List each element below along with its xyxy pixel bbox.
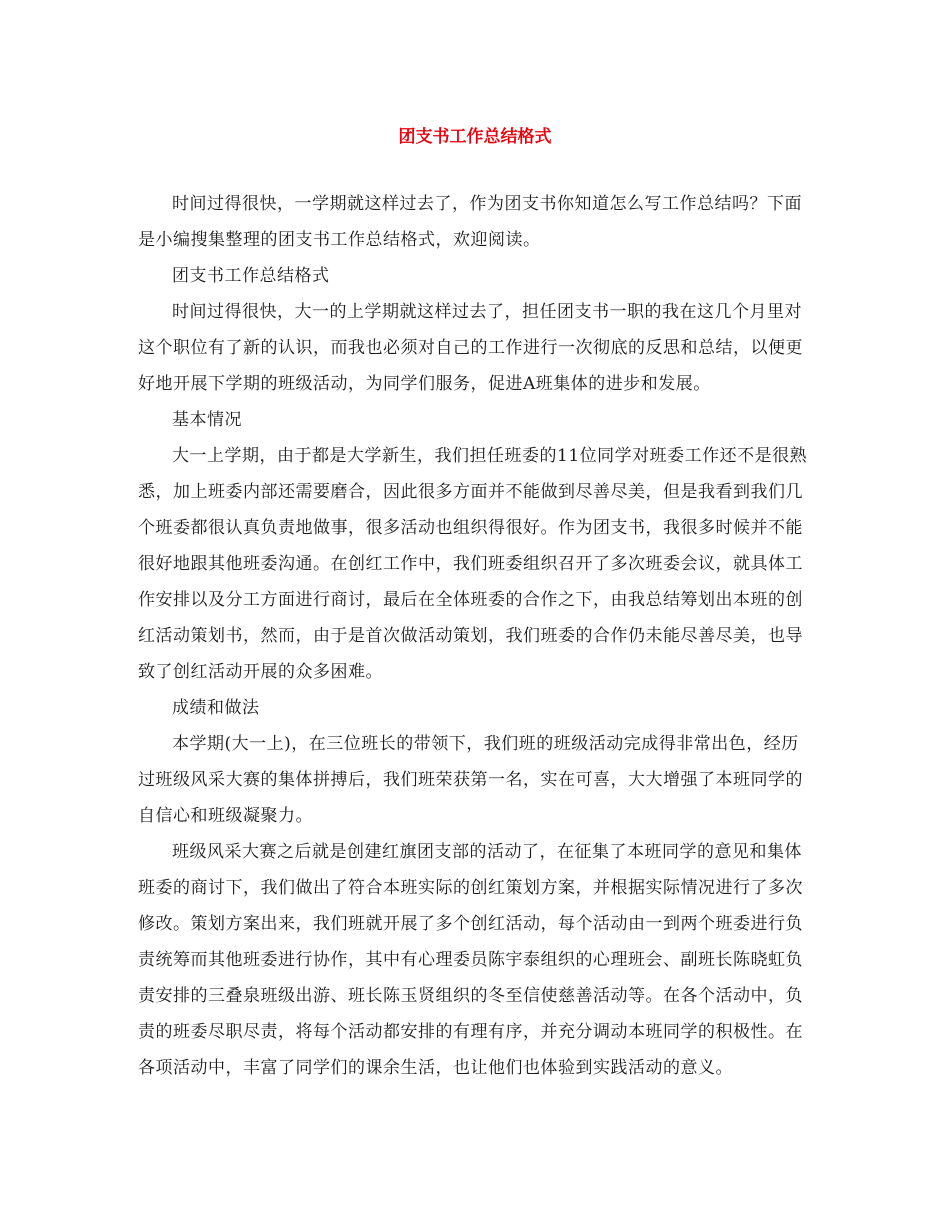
document-title: 团支书工作总结格式 [398, 127, 552, 147]
basic-info-paragraph: 大一上学期，由于都是大学新生，我们担任班委的11位同学对班委工作还不是很熟悉，加上班委内部还需要磨合，因此很多方面并不能做到尽善尽美，但是我看到我们几个班委都很认真负责地做事，很多活动也组织得很好。作为团支书，我很多时候并不能很好地跟其他班委沟通。在创红工作中，我们班委组织召开了多次班委会议，就具体工作安排以及分工方面进行商讨，最后在全体班委的合作之下，由我总结筹划出本班的创红活动策划书，然而，由于是首次做活动策划，我们班委的合作仍未能尽善尽美，也导致了创红活动开展的众多困难。 [138, 446, 808, 682]
achievements-paragraph-1: 本学期(大一上)，在三位班长的带领下，我们班的班级活动完成得非常出色，经历过班级风采大赛的集体拼搏后，我们班荣获第一名，实在可喜，大大增强了本班同学的自信心和班级凝聚力。 [138, 734, 803, 826]
intro-paragraph: 时间过得很快，一学期就这样过去了，作为团支书你知道怎么写工作总结吗？下面是小编搜集整理的团支书工作总结格式，欢迎阅读。 [138, 194, 802, 250]
opening-paragraph: 时间过得很快，大一的上学期就这样过去了，担任团支书一职的我在这几个月里对这个职位有了新的认识，而我也必须对自己的工作进行一次彻底的反思和总结，以便更好地开展下学期的班级活动，为同学们服务，促进A班集体的进步和发展。 [138, 302, 803, 394]
section-heading-format: 团支书工作总结格式 [172, 266, 330, 286]
achievements-paragraph-2: 班级风采大赛之后就是创建红旗团支部的活动了，在征集了本班同学的意见和集体班委的商讨下，我们做出了符合本班实际的创红策划方案，并根据实际情况进行了多次修改。策划方案出来，我们班就开展了多个创红活动，每个活动由一到两个班委进行负责统筹而其他班委进行协作，其中有心理委员陈宇泰组织的心理班会、副班长陈晓虹负责安排的三叠泉班级出游、班长陈玉贤组织的冬至信使慈善活动等。在各个活动中，负责的班委尽职尽责，将每个活动都安排的有理有序，并充分调动本班同学的积极性。在各项活动中，丰富了同学们的课余生活，也让他们也体验到实践活动的意义。 [138, 842, 803, 1078]
section-heading-basic-info: 基本情况 [172, 410, 242, 430]
section-heading-achievements: 成绩和做法 [172, 698, 260, 718]
